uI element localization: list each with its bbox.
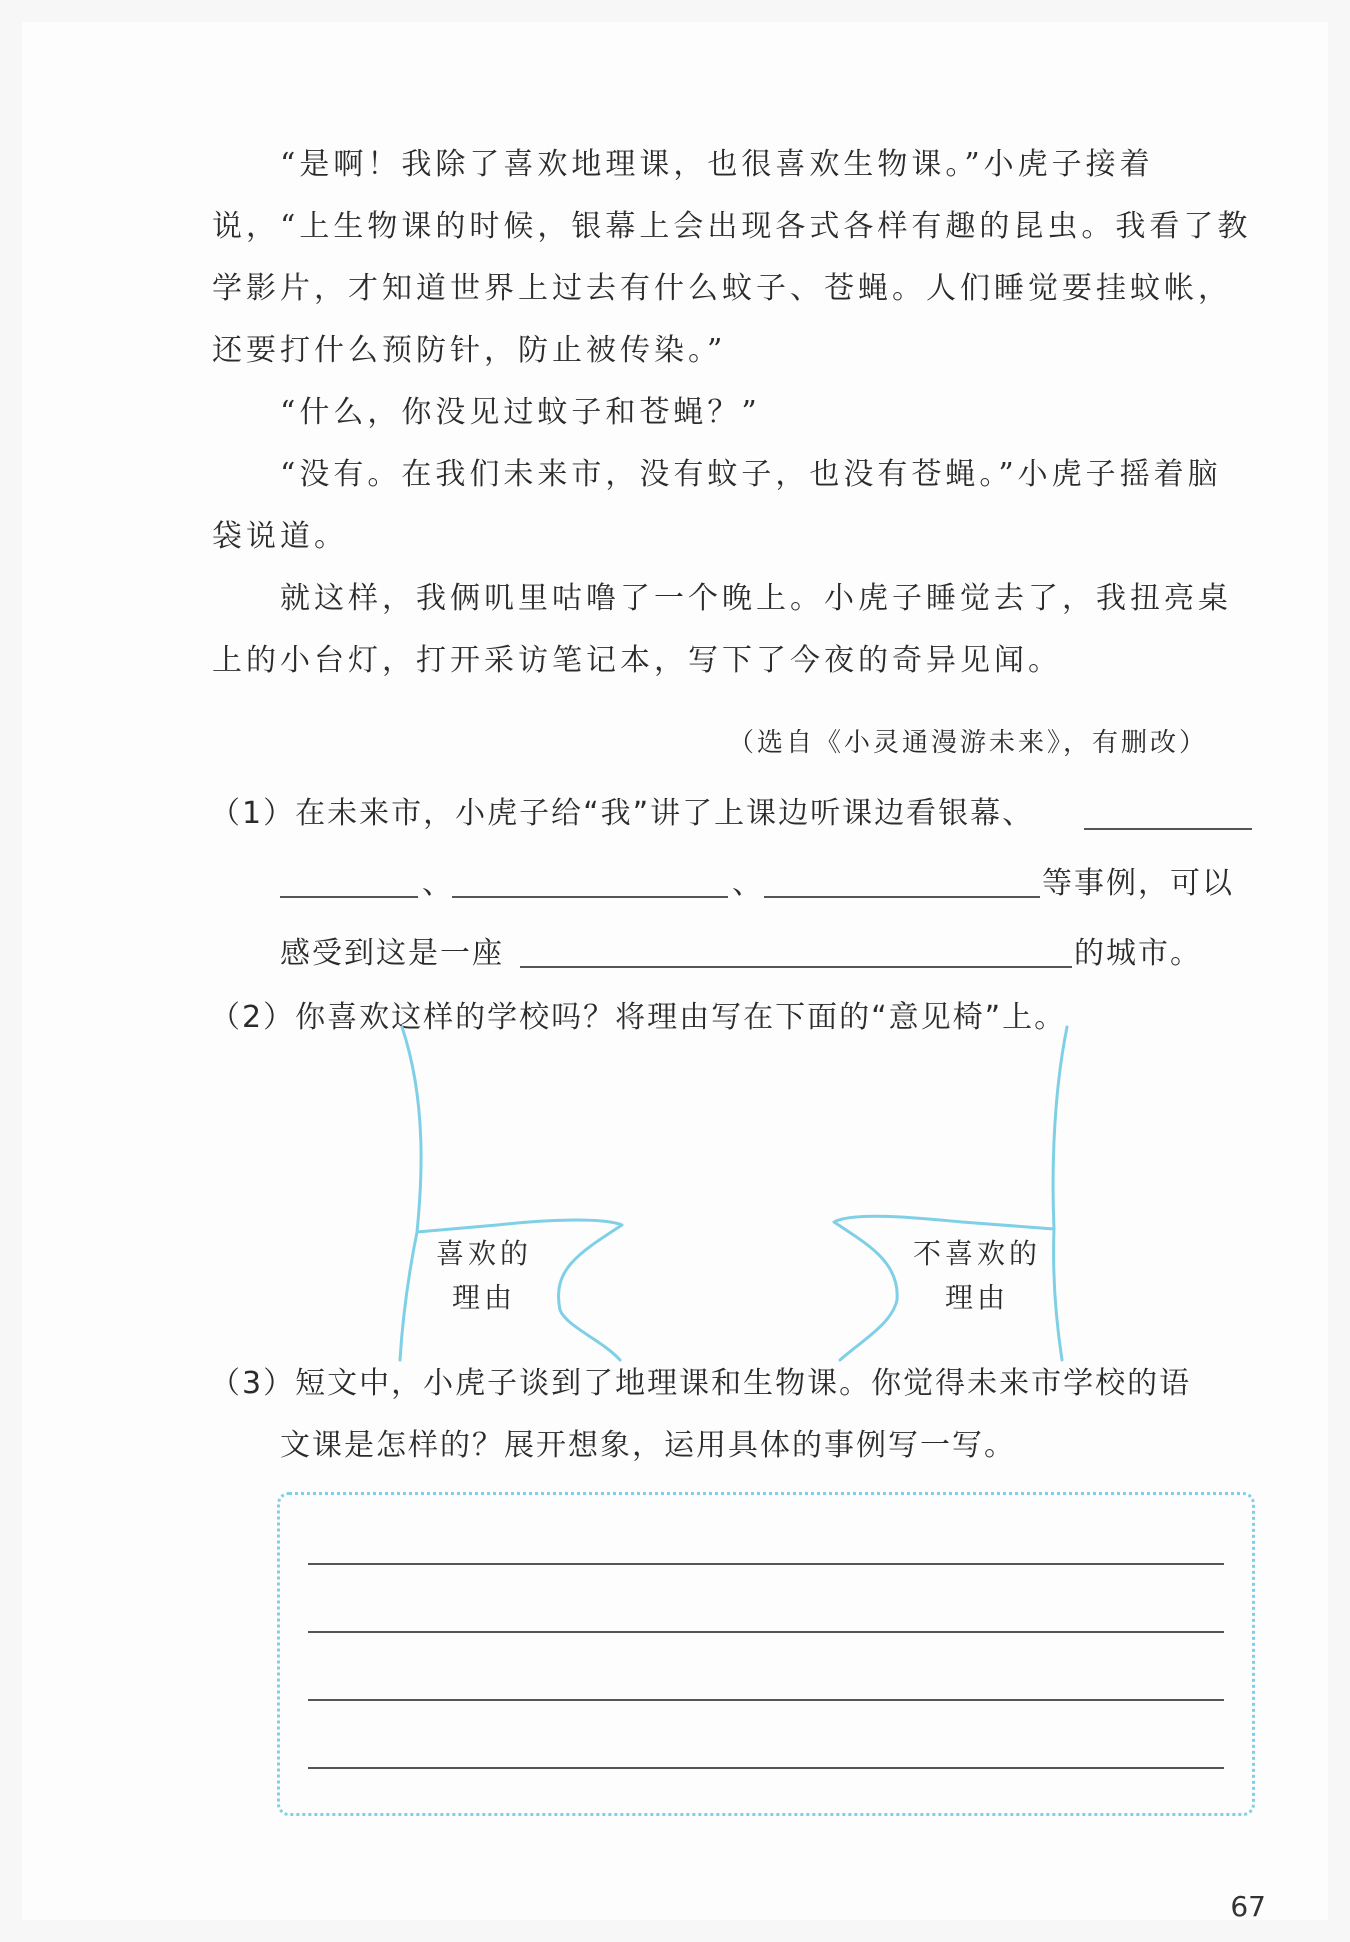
workbook-page xyxy=(22,22,1328,1923)
dislike-reason-label-line-2: 理由 xyxy=(944,1281,1009,1314)
question-2-text: 你喜欢这样的学校吗？将理由写在下面的“意见椅”上。 xyxy=(295,1000,1067,1035)
q1-separator-2: 、 xyxy=(732,866,764,901)
answer-line-3[interactable] xyxy=(308,1699,1224,1701)
answer-line-4[interactable] xyxy=(308,1767,1224,1769)
question-3-number: （3） xyxy=(210,1366,296,1401)
passage-paragraph-1: “是啊！我除了喜欢地理课，也很喜欢生物课。”小虎子接着说，“上生物课的时候，银幕上会出现各式各样有趣的昆虫。我看了教学影片，才知道世界上过去有什么蚊子、苍蝇。人们睡觉要挂蚊帐，还要打什么预防针，防止被传染。” xyxy=(212,147,1252,368)
passage-paragraph-3: “没有。在我们未来市，没有蚊子，也没有苍蝇。”小虎子摇着脑袋说道。 xyxy=(212,457,1222,554)
q1-line3-head: 感受到这是一座 xyxy=(280,936,504,971)
passage-paragraph-4: 就这样，我俩叽里咕噜了一个晚上。小虎子睡觉去了，我扭亮桌上的小台灯，打开采访笔记本，写下了今夜的奇异见闻。 xyxy=(212,581,1232,678)
dislike-reason-label xyxy=(902,1232,1052,1320)
answer-line-2[interactable] xyxy=(308,1631,1224,1633)
passage-paragraph-2: “什么，你没见过蚊子和苍蝇？” xyxy=(280,395,761,430)
page-number: 67 xyxy=(1230,1890,1266,1923)
like-reason-label-line-2: 理由 xyxy=(451,1281,516,1314)
question-1-text: 在未来市，小虎子给“我”讲了上课边听课边看银幕、 xyxy=(295,796,1035,831)
like-reason-label xyxy=(424,1232,544,1320)
dislike-reason-label-line-1: 不喜欢的 xyxy=(912,1237,1041,1270)
question-3-line-1 xyxy=(210,1358,1191,1402)
question-3-line-2: 文课是怎样的？展开想象，运用具体的事例写一写。 xyxy=(280,1428,1016,1463)
answer-box[interactable] xyxy=(277,1492,1255,1816)
like-reason-label-line-1: 喜欢的 xyxy=(435,1237,532,1270)
question-2-number: （2） xyxy=(210,1000,296,1035)
q1-line2-tail: 等事例，可以 xyxy=(1042,866,1234,901)
answer-line-1[interactable] xyxy=(308,1563,1224,1565)
q1-line3-tail: 的城市。 xyxy=(1074,936,1202,971)
passage-source: （选自《小灵通漫游未来》，有删改） xyxy=(727,728,1208,758)
question-1-number: （1） xyxy=(210,796,296,831)
question-3-text-1: 短文中，小虎子谈到了地理课和生物课。你觉得未来市学校的语 xyxy=(295,1366,1192,1401)
q1-separator-1: 、 xyxy=(422,866,454,901)
opinion-chairs-illustration xyxy=(22,22,1328,1422)
